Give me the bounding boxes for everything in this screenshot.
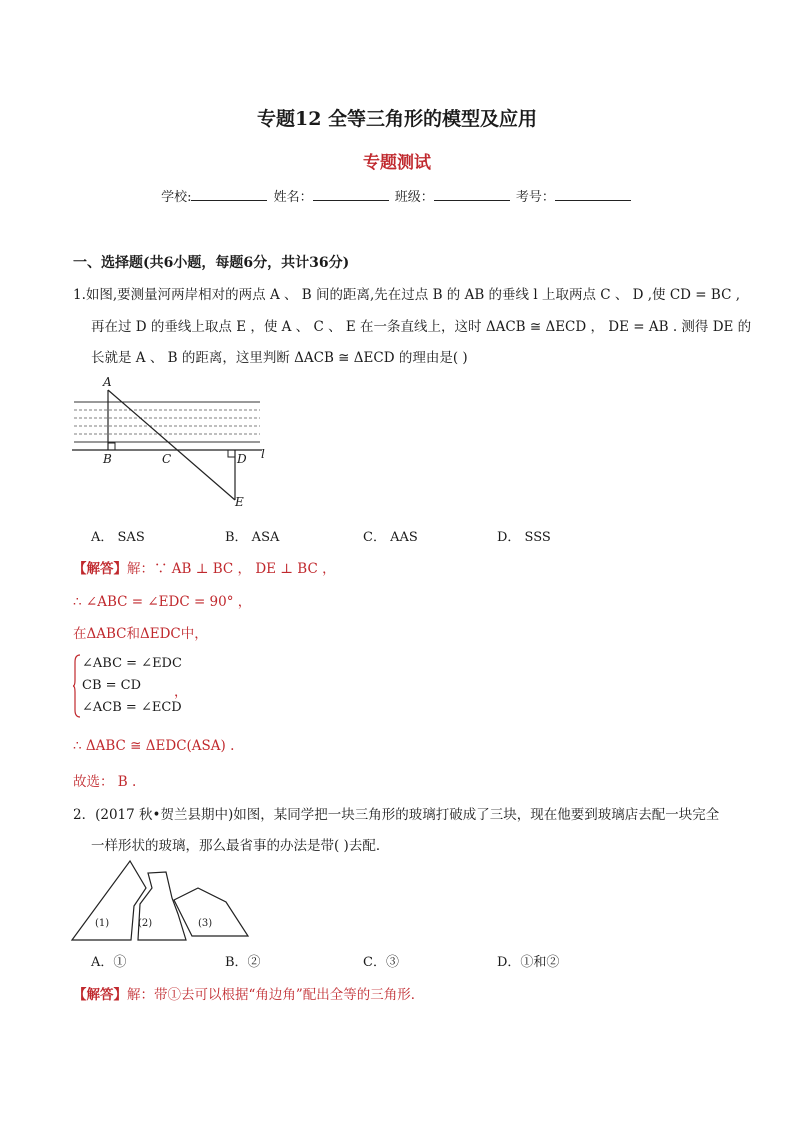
q2-option-c[interactable]: C．③ bbox=[363, 955, 399, 970]
q1-option-c[interactable]: C． AAS bbox=[363, 530, 418, 545]
system-eq-1: ∠ABC = ∠EDC bbox=[82, 656, 182, 671]
label-l: l bbox=[261, 447, 265, 461]
q1-answer-line-4: ∴ ΔABC ≅ ΔEDC(ASA) . bbox=[73, 738, 235, 754]
q2-line-1: 2．(2017 秋•贺兰县期中)如图，某同学把一块三角形的玻璃打破成了三块，现在他要到玻璃店去配一块完全 bbox=[73, 807, 720, 823]
q2-broken-glass-figure bbox=[68, 858, 253, 944]
q2-answer-text: 解：带①去可以根据“角边角”配出全等的三角形． bbox=[127, 987, 425, 1003]
q2-option-b[interactable]: B．② bbox=[225, 955, 261, 970]
school-label: 学校: bbox=[161, 190, 192, 205]
class-blank bbox=[434, 188, 510, 201]
q1-answer-line-2: ∴ ∠ABC = ∠EDC = 90° ， bbox=[73, 594, 252, 610]
piece-label-1: (1) bbox=[95, 918, 110, 929]
page-title: 专题12 全等三角形的模型及应用 bbox=[256, 108, 538, 130]
q1-option-b[interactable]: B． ASA bbox=[225, 530, 280, 545]
right-angle-d bbox=[228, 450, 235, 457]
section-heading: 一、选择题(共6小题，每题6分，共计36分) bbox=[73, 255, 350, 271]
q2-line-2: 一样形状的玻璃，那么最省事的办法是带( )去配． bbox=[91, 838, 390, 854]
name-blank bbox=[313, 188, 389, 201]
q1-line-3: 长就是 A 、 B 的距离，这里判断 ΔACB ≅ ΔECD 的理由是( ) bbox=[91, 350, 468, 366]
label-d: D bbox=[237, 452, 247, 466]
glass-piece-2 bbox=[138, 872, 186, 940]
q1-option-d[interactable]: D． SSS bbox=[497, 530, 551, 545]
q1-river-figure bbox=[66, 374, 276, 514]
system-eq-2: CB = CD bbox=[82, 678, 142, 693]
equation-brace bbox=[73, 654, 81, 718]
q1-answer-line-3: 在ΔABC和ΔEDC中， bbox=[73, 626, 208, 642]
page-subtitle: 专题测试 bbox=[363, 153, 431, 173]
system-eq-3: ∠ACB = ∠ECD bbox=[82, 700, 182, 715]
exam-no-blank bbox=[555, 188, 631, 201]
label-e: E bbox=[235, 495, 244, 509]
q1-answer-label: 【解答】 bbox=[73, 561, 127, 577]
q1-answer-line-1 bbox=[73, 557, 336, 577]
system-comma: ， bbox=[174, 684, 188, 700]
q2-option-a[interactable]: A．① bbox=[91, 955, 127, 970]
q1-answer-text: 解：∵ AB ⊥ BC ， DE ⊥ BC ， bbox=[127, 561, 336, 577]
label-a: A bbox=[103, 375, 112, 389]
q1-answer-line-5: 故选： B . bbox=[73, 774, 137, 790]
q2-answer-label: 【解答】 bbox=[73, 987, 127, 1003]
q2-option-d[interactable]: D．①和② bbox=[497, 955, 560, 970]
right-angle-b bbox=[108, 443, 115, 450]
q1-line-1: 1.如图,要测量河两岸相对的两点 A 、 B 间的距离,先在过点 B 的 AB 的垂线 l 上取两点 C 、 D ,使 CD = BC , bbox=[73, 287, 740, 303]
piece-label-3: (3) bbox=[198, 918, 213, 929]
student-info-line bbox=[0, 186, 794, 205]
piece-label-2: (2) bbox=[138, 918, 153, 929]
q1-option-a[interactable]: A． SAS bbox=[91, 530, 145, 545]
class-label: 班级： bbox=[394, 190, 434, 205]
q1-line-2: 再在过 D 的垂线上取点 E ，使 A 、 C 、 E 在一条直线上，这时 ΔACB ≅ ΔECD ， DE = AB . 测得 DE 的 bbox=[91, 319, 752, 335]
label-b: B bbox=[103, 452, 112, 466]
exam-no-label: 考号： bbox=[515, 190, 555, 205]
q2-answer-line bbox=[73, 983, 424, 1003]
name-label: 姓名： bbox=[273, 190, 313, 205]
segment-ae bbox=[108, 390, 235, 500]
label-c: C bbox=[162, 452, 172, 466]
school-blank bbox=[191, 188, 267, 201]
